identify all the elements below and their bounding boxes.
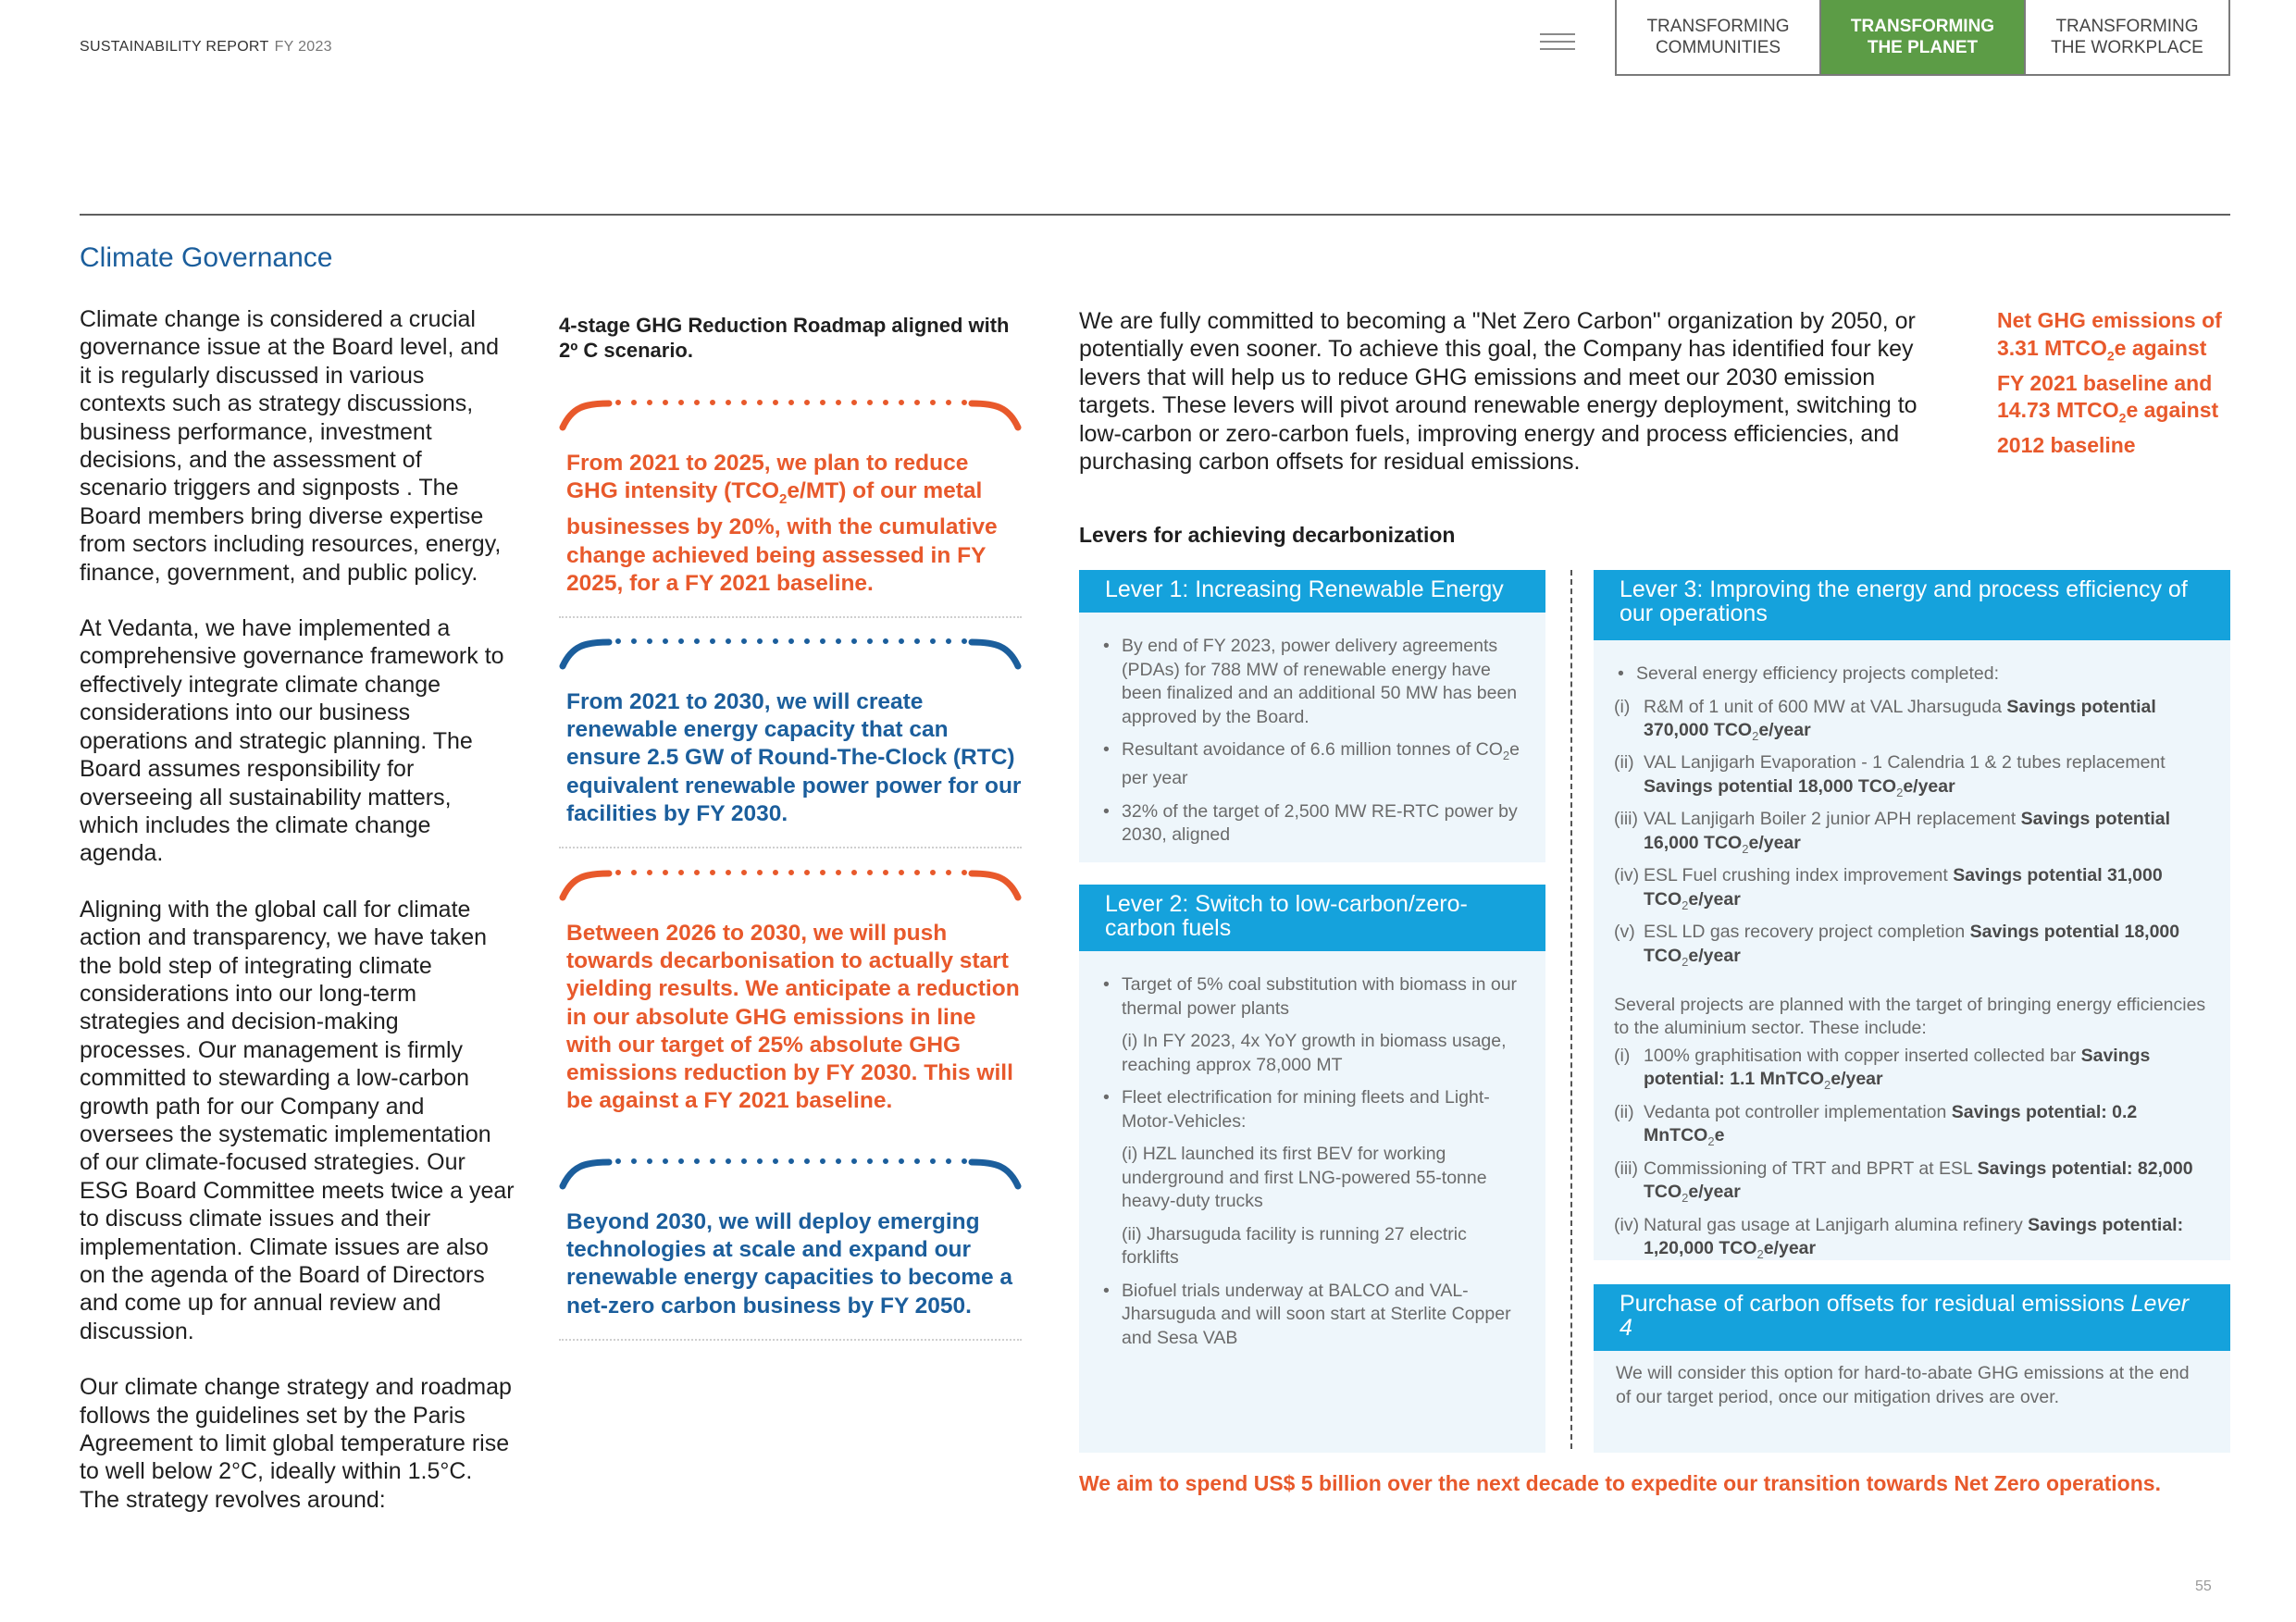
list-item: (v) ESL LD gas recovery project completion Savings potential 18,000 $TCO_2e$/year bbox=[1614, 922, 2180, 969]
roadmap-stage-1 bbox=[559, 387, 1022, 618]
lever-2-title: Lever 2: Switch to low-carbon/zero-carbon fuels bbox=[1079, 885, 1545, 951]
lever-1-title: Lever 1: Increasing Renewable Energy bbox=[1079, 570, 1545, 613]
net-ghg-callout: Net GHG emissions of 3.31 $MTCO_2e$ against FY 2021 baseline and 14.73 $MTCO_2e$ against 2012 baseline bbox=[1997, 308, 2222, 458]
paragraph: At Vedanta, we have implemented a comprehensive governance framework to effectively integrate climate change considerations into our business operations and strategic planning. The Board assumes responsibility for overseeing all sustainability matters, which includes the climate change agenda. bbox=[80, 615, 504, 867]
list-item: (i) 100% graphitisation with copper inserted collected bar Savings potential: 1.1 MnTCO$_2$e/year bbox=[1614, 1045, 2151, 1093]
stage-arc-blue bbox=[559, 1145, 1022, 1192]
sub-item: (i) In FY 2023, 4x YoY growth in biomass usage, reaching approx 78,000 MT bbox=[1122, 1031, 1507, 1075]
hamburger-menu-icon[interactable] bbox=[1540, 33, 1575, 52]
roadmap-stage-4 bbox=[559, 1145, 1022, 1341]
list-item: (ii) VAL Lanjigarh Evaporation - 1 Calendria 1 & 2 tubes replacement Savings potential 18,000 $TCO_2e$/year bbox=[1614, 752, 2166, 799]
net-zero-intro: We are fully committed to becoming a "Net Zero Carbon" organization by 2050, or potentially even sooner. To achieve this goal, the Company has identified four key levers that will help us to reduce GHG emissions and meet our 2030 emission targets. These levers will pivot around renewable energy deployment, switching to low-carbon or zero-carbon fuels, improving energy and process efficiencies, and purchasing carbon offsets for residual emissions. bbox=[1079, 308, 1917, 476]
tab-transforming-the-planet[interactable]: TRANSFORMING THE PLANET bbox=[1821, 0, 2026, 74]
list-item: • 32% of the target of 2,500 MW RE-RTC power by 2030, aligned bbox=[1099, 800, 1525, 848]
section-tabs bbox=[1615, 0, 2230, 76]
roadmap-stage-2 bbox=[559, 625, 1022, 848]
list-item: (iv) ESL Fuel crushing index improvement Savings potential 31,000 $TCO_2e$/year bbox=[1614, 865, 2163, 912]
list-item: (iv) Natural gas usage at Lanjigarh alumina refinery Savings potential: 1,20,000 $TCO_2e$/year bbox=[1614, 1214, 2184, 1262]
governance-text bbox=[80, 305, 515, 1542]
tab-transforming-the-workplace[interactable]: TRANSFORMING THE WORKPLACE bbox=[2051, 17, 2203, 57]
lever-3-title: Lever 3: Improving the energy and process efficiency of our operations bbox=[1594, 570, 2230, 640]
sub-item: (ii) Jharsuguda facility is running 27 electric forklifts bbox=[1122, 1223, 1467, 1268]
lever-4-text: We will consider this option for hard-to-abate GHG emissions at the end of our target period, once our mitigation drives are over. bbox=[1616, 1363, 2190, 1407]
list-item: • Fleet electrification for mining fleets and Light-Motor-Vehicles: bbox=[1099, 1086, 1525, 1133]
stage-text: Beyond 2030, we will deploy emerging technologies at scale and expand our renewable energy capacities to become a net-zero carbon business by FY 2050. bbox=[566, 1209, 1013, 1319]
list-item: (i) R&M of 1 unit of 600 MW at VAL Jharsuguda Savings potential 370,000 $TCO_2e$/year bbox=[1614, 696, 2156, 743]
levers-heading: Levers for achieving decarbonization bbox=[1079, 523, 1456, 547]
lever-1-card bbox=[1079, 570, 1545, 862]
lever-4-title: Purchase of carbon offsets for residual emissions Lever 4 bbox=[1594, 1284, 2230, 1351]
report-title bbox=[80, 39, 332, 56]
roadmap-title: 4-stage GHG Reduction Roadmap aligned with 2º C scenario. bbox=[559, 314, 1010, 362]
page-number: 55 bbox=[2195, 1579, 2212, 1594]
stage-text: Between 2026 to 2030, we will push towards decarbonisation to actually start yielding results. We anticipate a reduction in our absolute GHG emissions in line with our target of 25% absolute GHG emissions reduction by FY 2030. This will be against a FY 2021 baseline. bbox=[566, 921, 1020, 1114]
list-item: • By end of FY 2023, power delivery agreements (PDAs) for 788 MW of renewable energy have been finalized and an additional 50 MW has been approved by the Board. bbox=[1099, 635, 1525, 729]
stage-arc-orange bbox=[559, 387, 1022, 433]
stage-text: From 2021 to 2025, we plan to reduce GHG intensity $(TCO_2e/MT)$ of our metal businesses by 20%, with the cumulative change achieved being assessed in FY 2025, for a FY 2021 baseline. bbox=[566, 451, 998, 596]
lever-4-card bbox=[1594, 1284, 2230, 1453]
lever-divider bbox=[1570, 570, 1572, 1449]
paragraph: Our climate change strategy and roadmap follows the guidelines set by the Paris Agreement to limit global temperature rise to well below 2°C, ideally within 1.5°C. The strategy revolves around: bbox=[80, 1374, 512, 1513]
report-title-text: SUSTAINABILITY REPORT bbox=[80, 39, 269, 55]
roadmap-stage-3 bbox=[559, 857, 1022, 1115]
list-item: (iii) Commissioning of TRT and BPRT at ESL Savings potential: 82,000 $TCO_2e$/year bbox=[1614, 1158, 2193, 1206]
planned-intro: Several projects are planned with the target of bringing energy efficiencies to the aluminium sector. These include: bbox=[1614, 994, 2206, 1039]
list-item: (iii) VAL Lanjigarh Boiler 2 junior APH replacement Savings potential 16,000 $TCO_2e$/year bbox=[1614, 809, 2171, 856]
stage-arc-blue bbox=[559, 625, 1022, 672]
lever-2-card bbox=[1079, 885, 1545, 1453]
paragraph: Aligning with the global call for climate action and transparency, we have taken the bold step of integrating climate considerations into our long-term strategies and decision-making processes. Our management is firmly committed to stewarding a low-carbon growth path for our Company and oversees the systematic implementation of our climate-focused strategies. Our ESG Board Committee meets twice a year to discuss climate issues and their implementation. Climate issues are also on the agenda of the Board of Directors and come up for annual review and discussion. bbox=[80, 896, 515, 1344]
list-item: (ii) Vedanta pot controller implementation Savings potential: 0.2 MnTCO$_2$e bbox=[1614, 1101, 2138, 1149]
report-year: FY 2023 bbox=[274, 39, 332, 55]
sub-item: (i) HZL launched its first BEV for working underground and first LNG-powered 55-tonne heavy-duty trucks bbox=[1122, 1144, 1487, 1211]
paragraph: Climate change is considered a crucial governance issue at the Board level, and it is regularly discussed in various contexts such as strategy discussions, business performance, investment decisions, and the assessment of scenario triggers and signposts . The Board members bring diverse expertise from sectors including resources, energy, finance, government, and public policy. bbox=[80, 306, 502, 586]
list-item: • Target of 5% coal substitution with biomass in our thermal power plants bbox=[1099, 973, 1525, 1021]
stage-arc-orange bbox=[559, 857, 1022, 903]
investment-statement: We aim to spend US$ 5 billion over the next decade to expedite our transition towards Net Zero operations. bbox=[1079, 1471, 2161, 1495]
header-divider bbox=[80, 214, 2230, 216]
stage-text: From 2021 to 2030, we will create renewable energy capacity that can ensure 2.5 GW of Round-The-Clock (RTC) equivalent renewable power power for our facilities by FY 2030. bbox=[566, 689, 1022, 826]
list-item: • Several energy efficiency projects completed: bbox=[1614, 662, 2208, 687]
page-title: Climate Governance bbox=[80, 242, 333, 273]
lever-3-card bbox=[1594, 570, 2230, 1260]
list-item: • Resultant avoidance of 6.6 million tonnes of $CO_2e$ per year bbox=[1099, 738, 1525, 791]
tab-transforming-communities[interactable]: TRANSFORMING COMMUNITIES bbox=[1617, 0, 1821, 74]
list-item: • Biofuel trials underway at BALCO and VAL-Jharsuguda and will soon start at Sterlite Copper and Sesa VAB bbox=[1099, 1280, 1525, 1351]
